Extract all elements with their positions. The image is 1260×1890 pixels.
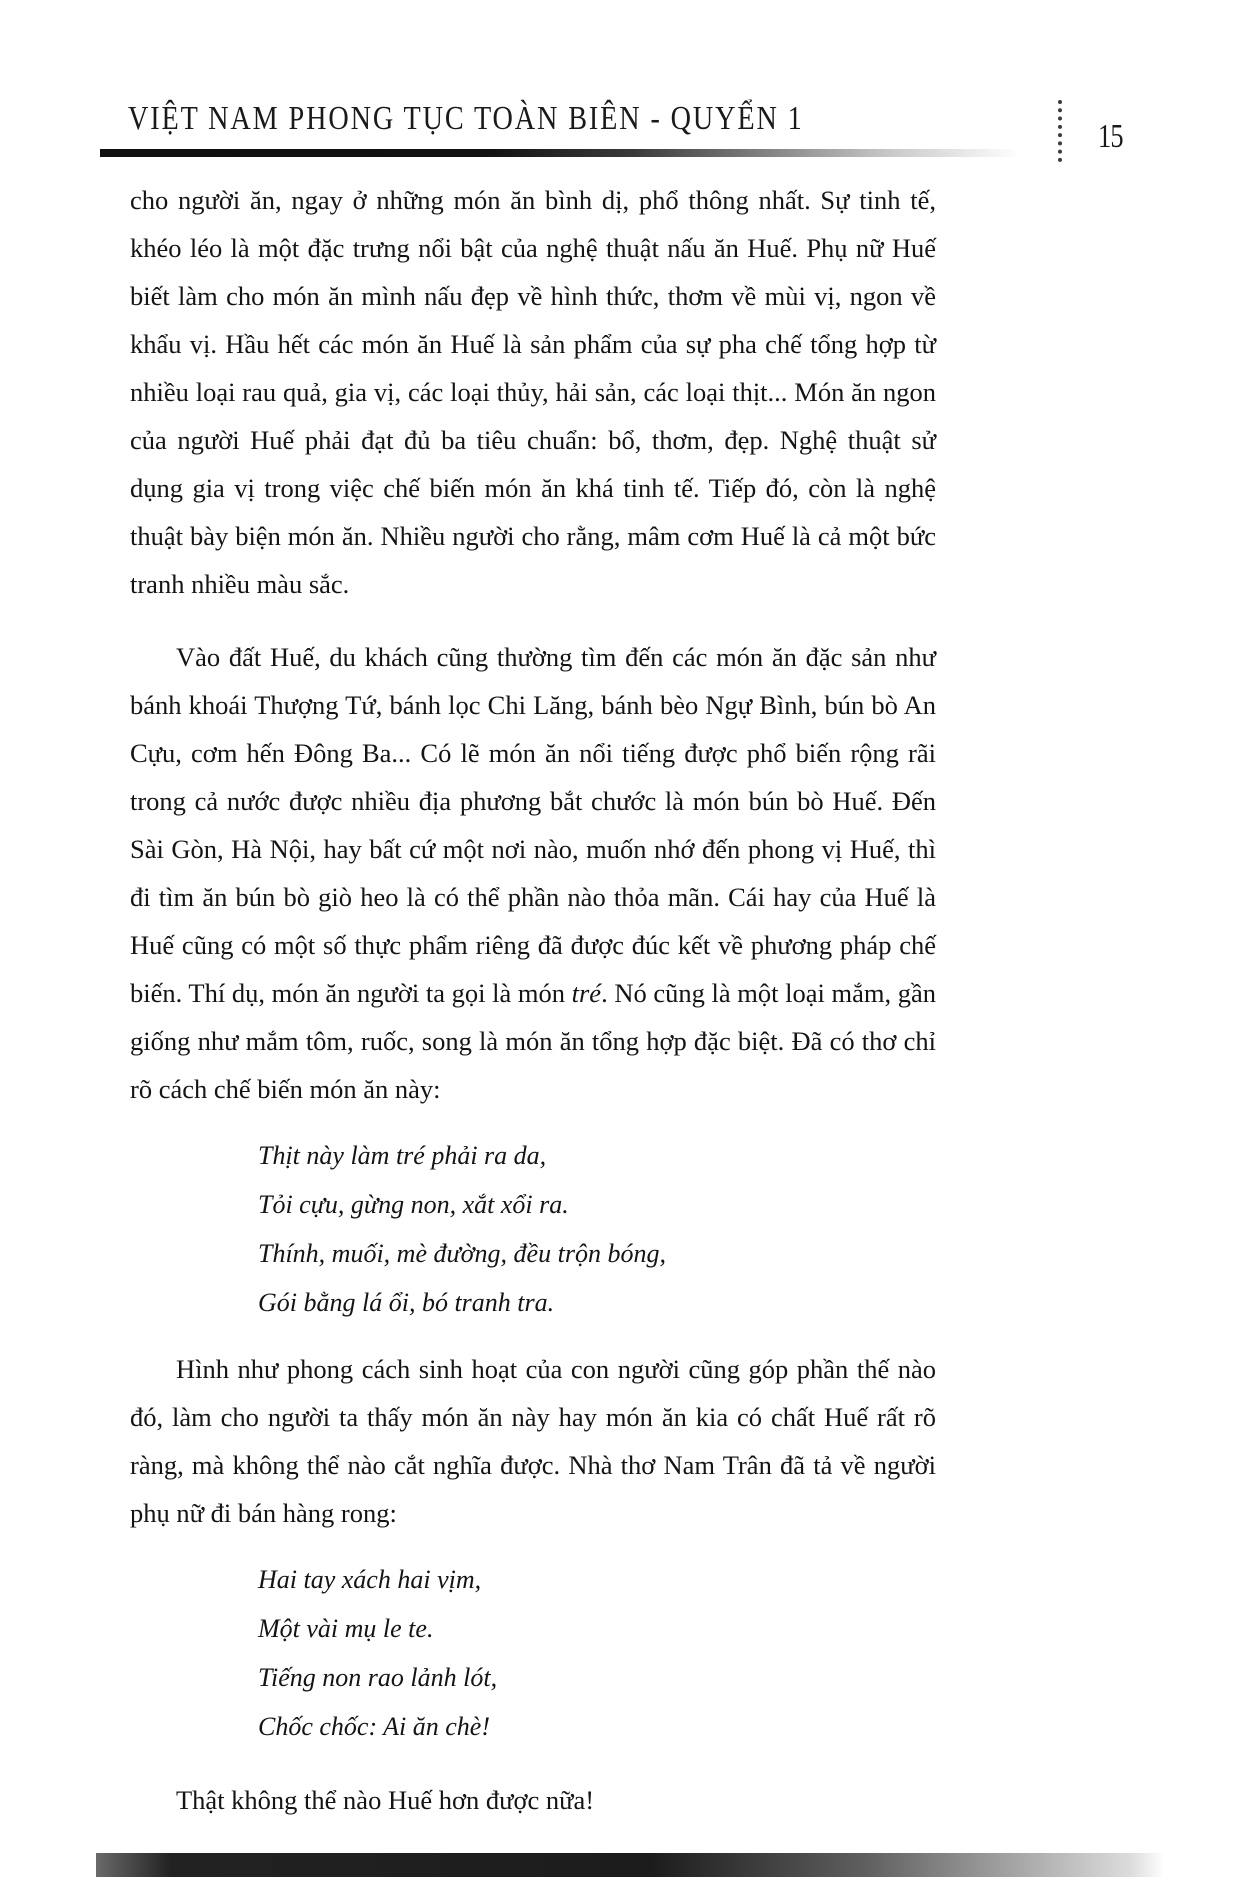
verse-line: Chốc chốc: Ai ăn chè! [258, 1712, 490, 1741]
page-number-ornament-icon [1058, 100, 1062, 162]
footer-rule [96, 1853, 1164, 1877]
header-rule [100, 149, 1020, 157]
paragraph-text: Vào đất Huế, du khách cũng thường tìm đến các món ăn đặc sản như bánh khoái Thượng Tứ, bánh lọc Chi Lăng, bánh bèo Ngự Bình, bún bò An Cựu, cơm hến Đông Ba... Có lẽ món ăn nổi tiếng được phổ biến rộng rãi trong cả nước được nhiều địa phương bắt chước là món bún bò Huế. Đến Sài Gòn, Hà Nội, hay bất cứ một nơi nào, muốn nhớ đến phong vị Huế, thì đi tìm ăn bún bò giò heo là có thể phần nào thỏa mãn. Cái hay của Huế là Huế cũng có một số thực phẩm riêng đã được đúc kết về phương pháp chế biến. Thí dụ, món ăn người ta gọi là món [130, 642, 936, 1008]
verse-line: Một vài mụ le te. [258, 1614, 434, 1643]
verse-line: Hai tay xách hai vịm, [258, 1565, 482, 1594]
verse-line: Thính, muối, mè đường, đều trộn bóng, [258, 1239, 666, 1268]
paragraph-text: . Nó cũng là một loại mắm, gần giống như mắm tôm, ruốc, song là món ăn tổng hợp đặc biệt. Đã có thơ chỉ rõ cách chế biến món ăn này: [130, 978, 936, 1104]
closing-line: Thật không thể nào Huế hơn được nữa! [176, 1785, 595, 1815]
verse-block [258, 1131, 936, 1327]
verse-line: Tỏi cựu, gừng non, xắt xổi ra. [258, 1190, 569, 1219]
page-body [130, 176, 936, 1824]
paragraph [130, 633, 936, 1113]
page-number: 15 [1098, 116, 1123, 155]
italic-term: tré [571, 978, 602, 1008]
paragraph: Hình như phong cách sinh hoạt của con người cũng góp phần thế nào đó, làm cho người ta thấy món ăn này hay món ăn kia có chất Huế rất rõ ràng, mà không thể nào cắt nghĩa được. Nhà thơ Nam Trân đã tả về người phụ nữ đi bán hàng rong: [130, 1354, 936, 1528]
verse-line: Thịt này làm tré phải ra da, [258, 1141, 547, 1170]
running-header-title: VIỆT NAM PHONG TỤC TOÀN BIÊN - QUYỂN 1 [128, 99, 804, 137]
verse-block [258, 1555, 936, 1751]
paragraph: cho người ăn, ngay ở những món ăn bình dị, phổ thông nhất. Sự tinh tế, khéo léo là một đặc trưng nổi bật của nghệ thuật nấu ăn Huế. Phụ nữ Huế biết làm cho món ăn mình nấu đẹp về hình thức, thơm về mùi vị, ngon về khẩu vị. Hầu hết các món ăn Huế là sản phẩm của sự pha chế tổng hợp từ nhiều loại rau quả, gia vị, các loại thủy, hải sản, các loại thịt... Món ăn ngon của người Huế phải đạt đủ ba tiêu chuẩn: bổ, thơm, đẹp. Nghệ thuật sử dụng gia vị trong việc chế biến món ăn khá tinh tế. Tiếp đó, còn là nghệ thuật bày biện món ăn. Nhiều người cho rằng, mâm cơm Huế là cả một bức tranh nhiều màu sắc. [130, 185, 936, 599]
verse-line: Tiếng non rao lảnh lót, [258, 1663, 498, 1692]
verse-line: Gói bằng lá ổi, bó tranh tra. [258, 1288, 555, 1317]
